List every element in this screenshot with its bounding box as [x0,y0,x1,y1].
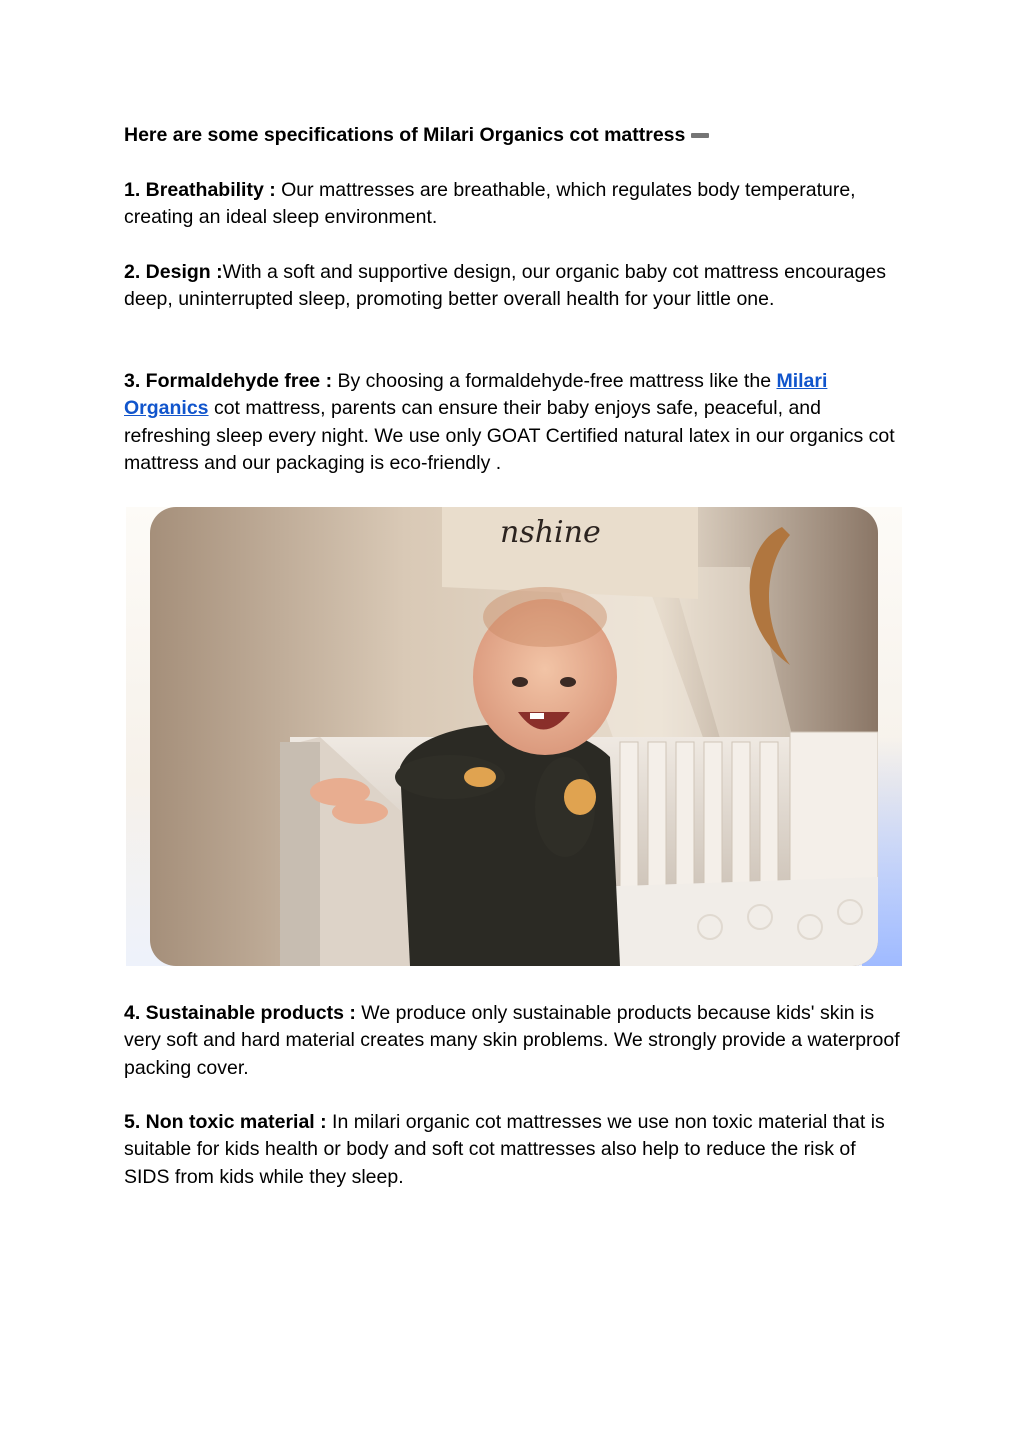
spec-breathability [124,177,904,232]
baby-photo-illustration [150,507,878,966]
spec-label: 2. Design : [124,261,223,283]
spec-text: With a soft and supportive design, our organic baby cot mattress encourages deep, uninterrupted sleep, promoting better overall health for your little one. [124,261,886,311]
spec-text: Our mattresses are breathable, which regulates body temperature, creating an ideal sleep environment. [124,179,856,229]
spec-formaldehyde-free [124,368,904,477]
baby-in-cot-image [126,507,902,966]
spec-design [124,259,904,314]
spec-label: 5. Non toxic material : [124,1111,327,1133]
spec-text: By choosing a formaldehyde-free mattress like the [332,370,777,392]
spec-text: In milari organic cot mattresses we use non toxic material that is suitable for kids health or body and soft cot mattresses also help to reduce the risk of SIDS from kids while they sleep. [124,1111,885,1188]
spec-text: cot mattress, parents can ensure their baby enjoys safe, peaceful, and refreshing sleep every night. We use only GOAT Certified natural latex in our organics cot mattress and our packaging is eco-friendly . [124,397,895,474]
photo-frame [150,507,878,966]
spec-text: We produce only sustainable products because kids' skin is very soft and hard material creates many skin problems. We strongly provide a waterproof packing cover. [124,1002,900,1079]
spec-label: 4. Sustainable products : [124,1002,356,1024]
spec-sustainable-products [124,1000,904,1082]
page-heading [124,124,709,147]
spec-non-toxic-material [124,1109,904,1191]
heading-text: Here are some specifications of Milari Organics cot mattress [124,124,686,146]
spec-label: 1. Breathability : [124,179,276,201]
dash-icon [691,133,709,138]
banner-text: nshine [500,515,601,550]
spec-label: 3. Formaldehyde free : [124,370,333,392]
milari-organics-link[interactable]: Milari Organics [124,370,828,420]
